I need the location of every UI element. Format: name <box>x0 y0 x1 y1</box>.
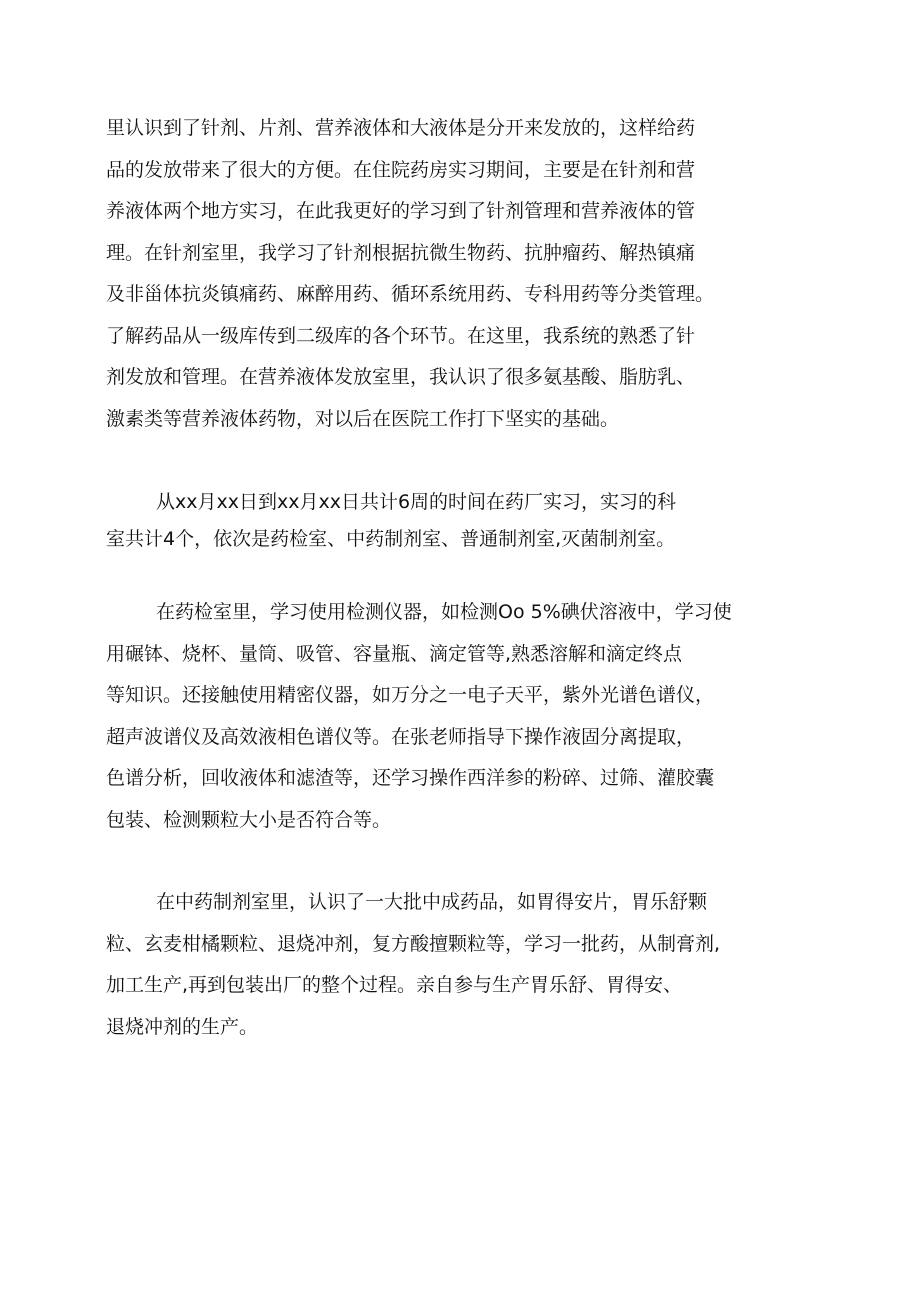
text-line: 色谱分析，回收液体和滤渣等，还学习操作西洋参的粉碎、过筛、灌胶囊 <box>106 767 715 789</box>
text-line: 了解药品从一级库传到二级库的各个环节。在这里，我系统的熟悉了针 <box>106 324 696 347</box>
text-line: 从xx月xx日到xx月xx日共计6周的时间在药厂实习，实习的科 <box>156 491 677 513</box>
text-line: 及非甾体抗炎镇痛药、麻醉用药、循环系统用药、专科用药等分类管理。 <box>106 283 715 305</box>
paragraph-inspection-room <box>106 592 806 841</box>
text-line: 里认识到了针剂、片剂、营养液体和大液体是分开来发放的，这样给药 <box>106 117 696 139</box>
text-line: 理。在针剂室里，我学习了针剂根据抗微生物药、抗肿瘤药、解热镇痛 <box>106 241 696 264</box>
paragraph-pharmacy-practice <box>106 108 806 440</box>
text-line: 养液体两个地方实习，在此我更好的学习到了针剂管理和营养液体的管 <box>106 200 696 222</box>
text-line: 等知识。还接触使用精密仪器，如万分之一电子天平，紫外光谱色谱仪， <box>106 684 715 706</box>
text-line: 剂发放和管理。在营养液体发放室里，我认识了很多氨基酸、脂肪乳、 <box>106 366 696 388</box>
text-line: 粒、玄麦柑橘颗粒、退烧冲剂，复方酸擅颗粒等，学习一批药，从制膏剂, <box>106 932 721 955</box>
text-line: 包装、检测颗粒大小是否符合等。 <box>106 808 392 831</box>
text-line: 在中药制剂室里，认识了一大批中成药品，如胃得安片，胃乐舒颗 <box>156 891 708 913</box>
text-line: 退烧冲剂的生产。 <box>106 1015 259 1038</box>
text-line: 在药检室里，学习使用检测仪器，如检测Oo 5%碘伏溶液中，学习使 <box>156 601 732 623</box>
text-line: 用碾钵、烧杯、量筒、吸管、容量瓶、滴定管等,熟悉溶解和滴定终点 <box>106 642 683 665</box>
paragraph-factory-internship <box>106 484 806 558</box>
text-line: 激素类等营养液体药物，对以后在医院工作打下坚实的基础。 <box>106 407 620 430</box>
text-line: 室共计4个，依次是药检室、中药制剂室、普通制剂室,灭菌制剂室。 <box>106 528 676 550</box>
text-line: 加工生产,再到包装出厂的整个过程。亲自参与生产胃乐舒、胃得安、 <box>106 974 683 996</box>
text-line: 超声波谱仪及高效液相色谱仪等。在张老师指导下操作液固分离提取， <box>106 725 696 748</box>
text-line: 品的发放带来了很大的方便。在住院药房实习期间，主要是在针剂和营 <box>106 158 696 181</box>
paragraph-tcm-preparation-room <box>106 882 806 1048</box>
